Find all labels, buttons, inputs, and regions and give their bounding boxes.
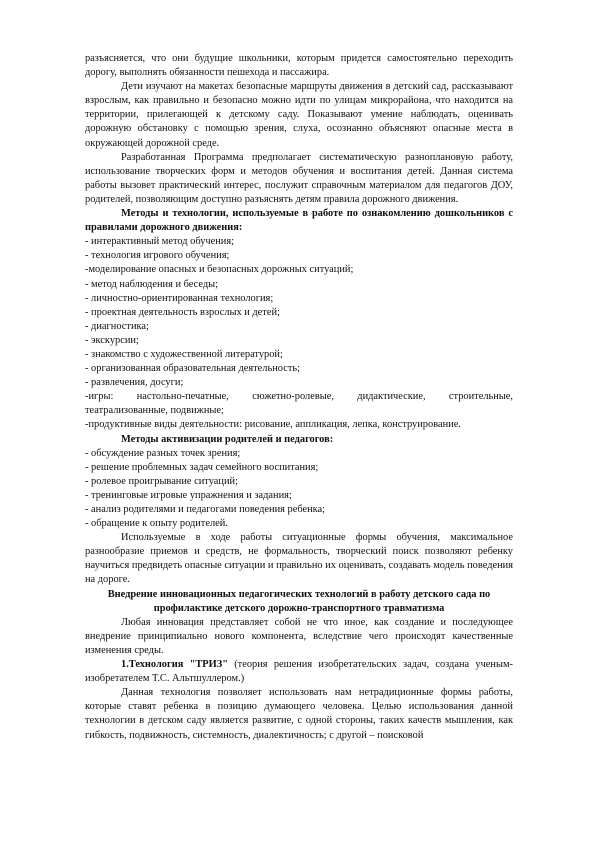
list-item: - организованная образовательная деятельность; xyxy=(85,363,300,375)
triz-title: 1.Технология "ТРИЗ" xyxy=(121,659,228,671)
document-page xyxy=(85,52,513,743)
list-item: - знакомство с художественной литературой; xyxy=(85,348,283,360)
intro-paragraph-1: разъясняется, что они будущие школьники, которым придется самостоятельно переходить дорогу, выполнять обязанности пешехода и пассажира. xyxy=(85,53,513,79)
triz-paragraph xyxy=(85,658,513,686)
list-item-productive: -продуктивные виды деятельности: рисование, аппликация, лепка, конструирование. xyxy=(85,419,461,431)
list-item: - обсуждение разных точек зрения; xyxy=(85,447,241,459)
innovation-paragraph-2: Данная технология позволяет использовать нам нетрадиционные формы работы, которые ставят ребенка в позицию думающего человека. Целью использования данной технологии в детском саду является развитие, с одной стороны, таких качеств мышления, как гибкость, подвижность, системность, диалектичность; с другой – поисковой xyxy=(85,687,513,741)
list-item-games-continued: театрализованные, подвижные; xyxy=(85,405,224,417)
list-item: - технология игрового обучения; xyxy=(85,250,230,262)
list-item: - проектная деятельность взрослых и детей; xyxy=(85,306,280,318)
intro-paragraph-2: Дети изучают на макетах безопасные маршруты движения в детский сад, рассказывают взрослым, как правильно и безопасно можно идти по улицам микрорайона, что находится на территории, прилегающей к детскому саду. Показывают умение наблюдать, оценивать дорожную обстановку с помощью зрения, слуха, осознанно объясняют опасные места в окружающей дорожной среде. xyxy=(85,81,513,149)
list-item: - личностно-ориентированная технология; xyxy=(85,292,274,304)
innovation-heading: Внедрение инновационных педагогических технологий в работу детского сада по профилактике детского дорожно-транспортного травматизма xyxy=(107,588,491,614)
list-item: - анализ родителями и педагогами поведения ребенка; xyxy=(85,504,326,515)
list-item-games: -игры: настольно-печатные, сюжетно-ролевые, дидактические, строительные, xyxy=(85,391,513,403)
list-item: - обращение к опыту родителей. xyxy=(85,518,228,530)
innovation-paragraph-1: Любая инновация представляет собой не что иное, как создание и последующее внедрение принципиально нового компонента, вследствие чего происходят качественные изменения среды. xyxy=(85,616,513,656)
list-item: - решение проблемных задач семейного воспитания; xyxy=(85,461,319,473)
methods-list xyxy=(85,235,513,432)
parents-heading: Методы активизации родителей и педагогов: xyxy=(121,433,334,445)
list-item: - экскурсии; xyxy=(85,334,139,346)
list-item: - тренинговые игровые упражнения и задания; xyxy=(85,489,292,501)
triz-description: (теория решения изобретательских задач, создана ученым-изобретателем Т.С. Альтшуллером.) xyxy=(85,659,513,685)
parents-summary-paragraph: Используемые в ходе работы ситуационные формы обучения, максимальное разнообразие приемов и средств, не формальность, творческий поиск позволяют ребенку научиться предвидеть опасные ситуации и правильно их оценивать, создавать модель поведения на дороге. xyxy=(85,532,513,586)
list-item: - интерактивный метод обучения; xyxy=(85,236,235,248)
list-item: - метод наблюдения и беседы; xyxy=(85,278,218,290)
list-item: -моделирование опасных и безопасных дорожных ситуаций; xyxy=(85,264,354,276)
list-item: - диагностика; xyxy=(85,320,149,332)
methods-heading: Методы и технологии, используемые в работе по ознакомлению дошкольников с правилами дорожного движения: xyxy=(85,208,513,234)
list-item: - развлечения, досуги; xyxy=(85,377,184,389)
intro-paragraph-3: Разработанная Программа предполагает систематическую разноплановую работу, использование творческих форм и методов обучения и воспитания детей. Данная система работы вызовет практический интерес, послужит справочным материалом для педагогов ДОУ, родителей, позволяющим доступно разъяснять детям правила дорожного движения. xyxy=(85,151,513,205)
list-item: - ролевое проигрывание ситуаций; xyxy=(85,475,238,487)
parents-list xyxy=(85,447,513,532)
